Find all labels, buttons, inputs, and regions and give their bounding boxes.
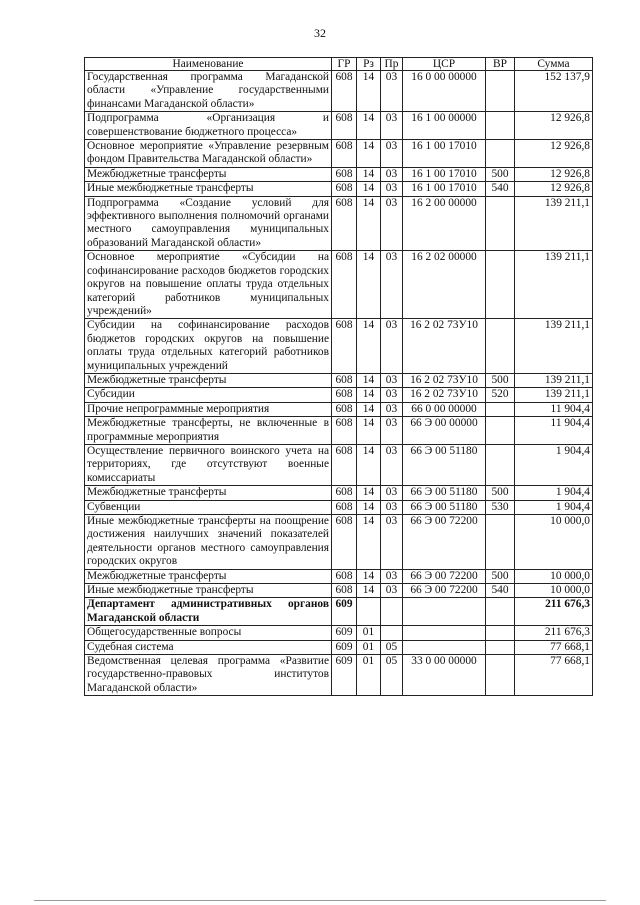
cell-pr: 03 [381, 486, 403, 500]
bottom-rule [34, 900, 606, 901]
cell-sum: 11 904,4 [515, 417, 593, 445]
cell-rz: 14 [357, 112, 381, 140]
cell-name: Департамент административных органов Магаданской области [85, 598, 332, 626]
cell-sum: 10 000,0 [515, 569, 593, 583]
cell-vr [486, 417, 515, 445]
cell-sum: 10 000,0 [515, 584, 593, 598]
cell-csr: 16 1 00 00000 [403, 112, 486, 140]
cell-gr: 608 [332, 444, 357, 485]
cell-sum: 12 926,8 [515, 167, 593, 181]
cell-sum: 1 904,4 [515, 444, 593, 485]
cell-rz: 14 [357, 515, 381, 570]
cell-vr [486, 319, 515, 374]
table-row [85, 71, 593, 112]
cell-rz: 14 [357, 71, 381, 112]
cell-gr: 608 [332, 417, 357, 445]
cell-vr [486, 640, 515, 654]
cell-rz: 14 [357, 182, 381, 196]
table-row [85, 319, 593, 374]
cell-sum: 139 211,1 [515, 388, 593, 402]
cell-pr: 03 [381, 196, 403, 251]
table-row [85, 140, 593, 168]
cell-rz: 14 [357, 569, 381, 583]
cell-name: Иные межбюджетные трансферты на поощрение достижения наилучших значений показателей деятельности органов местного самоуправления городских округов [85, 515, 332, 570]
table-row [85, 500, 593, 514]
table-row [85, 167, 593, 181]
cell-name: Иные межбюджетные трансферты [85, 584, 332, 598]
cell-rz: 01 [357, 640, 381, 654]
cell-pr: 03 [381, 71, 403, 112]
cell-csr: 16 0 00 00000 [403, 71, 486, 112]
cell-pr: 05 [381, 655, 403, 696]
cell-pr: 03 [381, 417, 403, 445]
table-row [85, 402, 593, 416]
cell-csr: 66 0 00 00000 [403, 402, 486, 416]
cell-sum: 77 668,1 [515, 640, 593, 654]
header-rz: Рз [357, 58, 381, 71]
cell-sum: 1 904,4 [515, 500, 593, 514]
header-sum: Сумма [515, 58, 593, 71]
cell-gr: 608 [332, 196, 357, 251]
table-row [85, 569, 593, 583]
cell-pr: 03 [381, 140, 403, 168]
cell-vr [486, 140, 515, 168]
cell-name: Межбюджетные трансферты [85, 167, 332, 181]
cell-vr: 540 [486, 584, 515, 598]
header-name: Наименование [85, 58, 332, 71]
cell-name: Межбюджетные трансферты, не включенные в программные мероприятия [85, 417, 332, 445]
header-pr: Пр [381, 58, 403, 71]
cell-csr: 16 1 00 17010 [403, 167, 486, 181]
cell-pr: 03 [381, 584, 403, 598]
cell-vr: 530 [486, 500, 515, 514]
cell-sum: 12 926,8 [515, 182, 593, 196]
cell-rz: 01 [357, 626, 381, 640]
cell-name: Субвенции [85, 500, 332, 514]
cell-csr: 16 2 00 00000 [403, 196, 486, 251]
cell-rz: 14 [357, 251, 381, 319]
cell-csr: 66 Э 00 00000 [403, 417, 486, 445]
cell-rz: 14 [357, 486, 381, 500]
cell-gr: 608 [332, 112, 357, 140]
cell-gr: 608 [332, 515, 357, 570]
cell-rz [357, 598, 381, 626]
cell-pr: 03 [381, 515, 403, 570]
cell-name: Межбюджетные трансферты [85, 373, 332, 387]
cell-rz: 14 [357, 140, 381, 168]
cell-pr: 03 [381, 500, 403, 514]
table-row [85, 598, 593, 626]
cell-rz: 14 [357, 584, 381, 598]
cell-csr: 16 1 00 17010 [403, 182, 486, 196]
cell-gr: 608 [332, 500, 357, 514]
cell-csr: 16 2 02 73У10 [403, 388, 486, 402]
cell-vr [486, 655, 515, 696]
cell-pr: 03 [381, 251, 403, 319]
table-row [85, 655, 593, 696]
cell-pr: 03 [381, 319, 403, 374]
cell-gr: 608 [332, 569, 357, 583]
table-header [85, 58, 593, 71]
cell-name: Подпрограмма «Создание условий для эффективного выполнения полномочий органами местного самоуправления муниципальных образований Магаданской области» [85, 196, 332, 251]
cell-rz: 14 [357, 319, 381, 374]
cell-sum: 77 668,1 [515, 655, 593, 696]
cell-gr: 608 [332, 140, 357, 168]
cell-gr: 609 [332, 640, 357, 654]
cell-gr: 609 [332, 598, 357, 626]
cell-pr: 03 [381, 167, 403, 181]
cell-gr: 609 [332, 655, 357, 696]
cell-gr: 608 [332, 486, 357, 500]
cell-name: Иные межбюджетные трансферты [85, 182, 332, 196]
cell-name: Межбюджетные трансферты [85, 486, 332, 500]
table-row [85, 640, 593, 654]
cell-gr: 608 [332, 182, 357, 196]
cell-rz: 14 [357, 417, 381, 445]
cell-rz: 14 [357, 196, 381, 251]
cell-name: Прочие непрограммные мероприятия [85, 402, 332, 416]
table-row [85, 373, 593, 387]
cell-name: Осуществление первичного воинского учета на территориях, где отсутствуют военные комиссариаты [85, 444, 332, 485]
cell-pr [381, 598, 403, 626]
cell-sum: 1 904,4 [515, 486, 593, 500]
page-number: 32 [314, 26, 326, 40]
cell-vr [486, 71, 515, 112]
cell-name: Общегосударственные вопросы [85, 626, 332, 640]
table-row [85, 251, 593, 319]
cell-csr [403, 626, 486, 640]
cell-pr: 03 [381, 402, 403, 416]
cell-sum: 10 000,0 [515, 515, 593, 570]
cell-vr: 500 [486, 167, 515, 181]
cell-gr: 608 [332, 167, 357, 181]
cell-csr: 66 Э 00 51180 [403, 500, 486, 514]
cell-csr: 66 Э 00 72200 [403, 569, 486, 583]
cell-vr [486, 444, 515, 485]
cell-csr: 66 Э 00 72200 [403, 515, 486, 570]
table-row [85, 584, 593, 598]
cell-name: Субсидии на софинансирование расходов бюджетов городских округов на повышение оплаты труда отдельных категорий работников муниципальных учреждений [85, 319, 332, 374]
table-row [85, 388, 593, 402]
table-row [85, 515, 593, 570]
cell-csr: 16 2 02 73У10 [403, 373, 486, 387]
cell-vr: 500 [486, 486, 515, 500]
cell-vr: 540 [486, 182, 515, 196]
cell-vr [486, 112, 515, 140]
cell-gr: 608 [332, 373, 357, 387]
cell-vr [486, 626, 515, 640]
cell-pr: 03 [381, 388, 403, 402]
cell-rz: 01 [357, 655, 381, 696]
cell-rz: 14 [357, 373, 381, 387]
budget-table [84, 57, 593, 696]
cell-pr [381, 626, 403, 640]
table-row [85, 444, 593, 485]
cell-pr: 05 [381, 640, 403, 654]
cell-rz: 14 [357, 444, 381, 485]
cell-pr: 03 [381, 373, 403, 387]
cell-vr [486, 402, 515, 416]
cell-sum: 211 676,3 [515, 626, 593, 640]
cell-csr: 66 Э 00 72200 [403, 584, 486, 598]
cell-vr [486, 196, 515, 251]
cell-pr: 03 [381, 569, 403, 583]
table-row [85, 626, 593, 640]
header-csr: ЦСР [403, 58, 486, 71]
cell-csr: 16 2 02 00000 [403, 251, 486, 319]
table-row [85, 182, 593, 196]
table-row [85, 417, 593, 445]
cell-vr [486, 515, 515, 570]
cell-gr: 608 [332, 319, 357, 374]
cell-name: Ведомственная целевая программа «Развитие государственно-правовых институтов Магаданской области» [85, 655, 332, 696]
cell-vr: 500 [486, 373, 515, 387]
cell-csr: 16 1 00 17010 [403, 140, 486, 168]
cell-sum: 139 211,1 [515, 373, 593, 387]
cell-csr [403, 640, 486, 654]
table-row [85, 196, 593, 251]
cell-name: Судебная система [85, 640, 332, 654]
cell-name: Государственная программа Магаданской области «Управление государственными финансами Магаданской области» [85, 71, 332, 112]
cell-rz: 14 [357, 500, 381, 514]
cell-sum: 139 211,1 [515, 196, 593, 251]
cell-sum: 211 676,3 [515, 598, 593, 626]
cell-rz: 14 [357, 402, 381, 416]
cell-gr: 608 [332, 388, 357, 402]
cell-name: Межбюджетные трансферты [85, 569, 332, 583]
cell-name: Основное мероприятие «Субсидии на софинансирование расходов бюджетов городских округов на повышение оплаты труда отдельных категорий работников муниципальных учреждений» [85, 251, 332, 319]
cell-sum: 12 926,8 [515, 112, 593, 140]
cell-rz: 14 [357, 388, 381, 402]
cell-csr [403, 598, 486, 626]
cell-pr: 03 [381, 444, 403, 485]
cell-gr: 608 [332, 251, 357, 319]
cell-sum: 12 926,8 [515, 140, 593, 168]
header-vr: ВР [486, 58, 515, 71]
header-gr: ГР [332, 58, 357, 71]
cell-gr: 609 [332, 626, 357, 640]
cell-vr: 520 [486, 388, 515, 402]
cell-csr: 66 Э 00 51180 [403, 444, 486, 485]
cell-rz: 14 [357, 167, 381, 181]
cell-vr [486, 598, 515, 626]
cell-vr [486, 251, 515, 319]
cell-sum: 139 211,1 [515, 319, 593, 374]
table-row [85, 486, 593, 500]
cell-csr: 66 Э 00 51180 [403, 486, 486, 500]
cell-sum: 152 137,9 [515, 71, 593, 112]
cell-pr: 03 [381, 182, 403, 196]
cell-name: Подпрограмма «Организация и совершенствование бюджетного процесса» [85, 112, 332, 140]
cell-pr: 03 [381, 112, 403, 140]
cell-gr: 608 [332, 402, 357, 416]
cell-csr: 33 0 00 00000 [403, 655, 486, 696]
cell-sum: 139 211,1 [515, 251, 593, 319]
cell-gr: 608 [332, 584, 357, 598]
cell-csr: 16 2 02 73У10 [403, 319, 486, 374]
table-row [85, 112, 593, 140]
cell-name: Основное мероприятие «Управление резервным фондом Правительства Магаданской области» [85, 140, 332, 168]
cell-vr: 500 [486, 569, 515, 583]
table-body [85, 71, 593, 696]
cell-sum: 11 904,4 [515, 402, 593, 416]
cell-name: Субсидии [85, 388, 332, 402]
cell-gr: 608 [332, 71, 357, 112]
